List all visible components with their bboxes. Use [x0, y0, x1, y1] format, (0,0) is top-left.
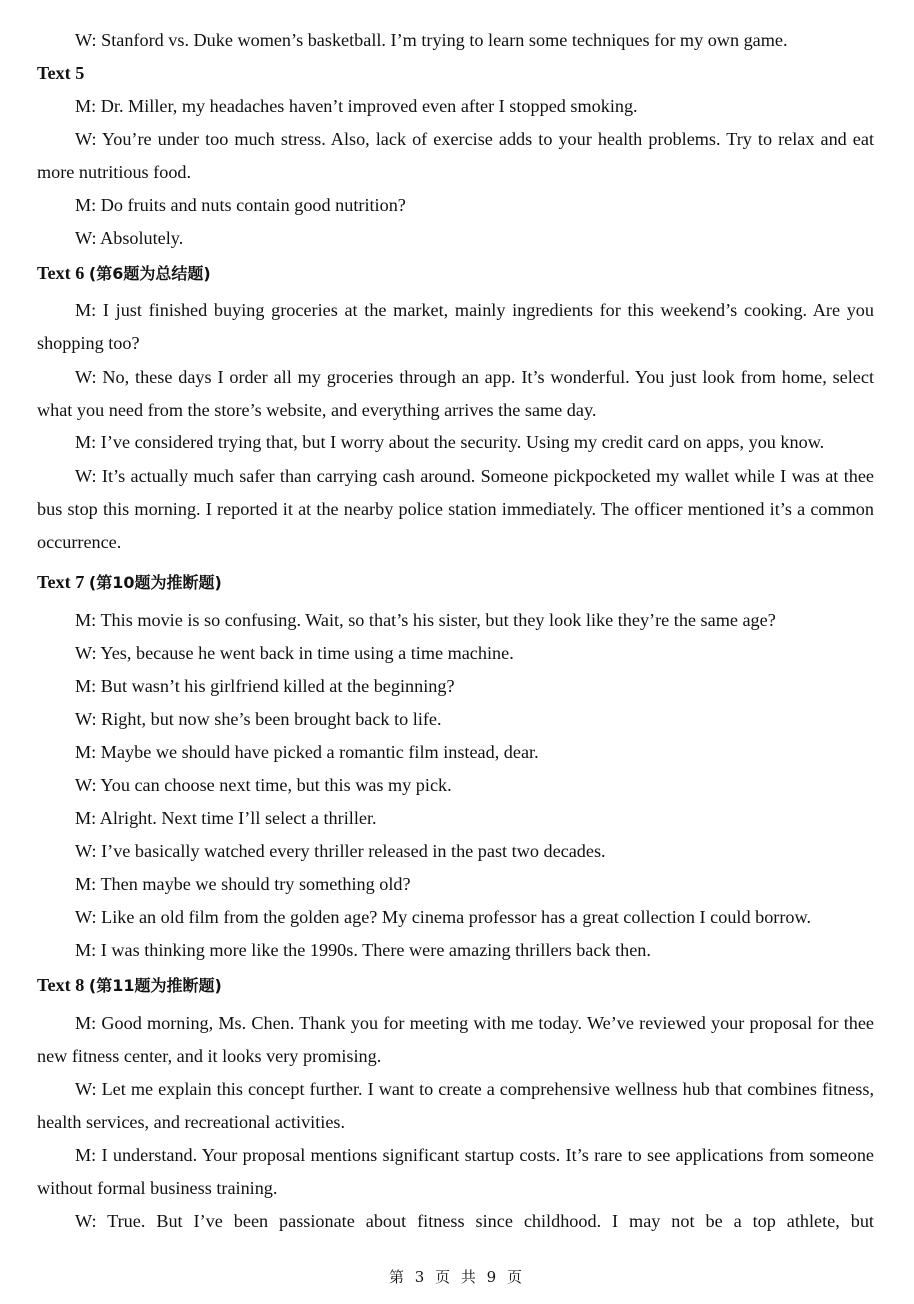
text5-line-2: W: You’re under too much stress. Also, lack of exercise adds to your health problems. Try to relax and eat more nutritious food. — [37, 129, 874, 182]
text7-line-9: M: Then maybe we should try something old? — [75, 874, 411, 894]
text8-heading — [37, 974, 222, 997]
text5-line-4: W: Absolutely. — [75, 228, 184, 248]
text5-line-3: M: Do fruits and nuts contain good nutrition? — [75, 195, 406, 215]
text6-heading-label: Text 6 — [37, 263, 89, 283]
text5-line-1: M: Dr. Miller, my headaches haven’t improved even after I stopped smoking. — [75, 96, 638, 116]
text7-line-1: M: This movie is so confusing. Wait, so that’s his sister, but they look like they’re the same age? — [75, 610, 776, 630]
text7-line-4: W: Right, but now she’s been brought back to life. — [75, 709, 442, 729]
text8-line-2: W: Let me explain this concept further. I want to create a comprehensive wellness hub that combines fitness, health services, and recreational activities. — [37, 1079, 874, 1132]
text8-line-3: M: I understand. Your proposal mentions significant startup costs. It’s rare to see applications from someone without formal business training. — [37, 1145, 874, 1198]
text7-line-3: M: But wasn’t his girlfriend killed at the beginning? — [75, 676, 455, 696]
text7-line-6: W: You can choose next time, but this was my pick. — [75, 775, 452, 795]
text6-line-3: M: I’ve considered trying that, but I worry about the security. Using my credit card on apps, you know. — [75, 432, 825, 452]
text6-line-2: W: No, these days I order all my groceries through an app. It’s wonderful. You just look from home, select what you need from the store’s website, and everything arrives the same day. — [37, 367, 874, 420]
text5-heading: Text 5 — [37, 63, 85, 83]
text7-line-7: M: Alright. Next time I’ll select a thriller. — [75, 808, 377, 828]
text8-heading-label: Text 8 — [37, 975, 89, 995]
text7-heading — [37, 571, 222, 594]
text4-line-1: W: Stanford vs. Duke women’s basketball. I’m trying to learn some techniques for my own game. — [75, 30, 788, 50]
page-number-footer: 第 3 页 共 9 页 — [389, 1268, 525, 1286]
text6-heading-note: (第6题为总结题) — [88, 264, 211, 283]
text8-line-4: W: True. But I’ve been passionate about fitness since childhood. I may not be a top athlete, but — [75, 1211, 874, 1231]
text8-line-1: M: Good morning, Ms. Chen. Thank you for meeting with me today. We’ve reviewed your proposal for thee new fitness center, and it looks very promising. — [37, 1013, 874, 1066]
text6-line-4: W: It’s actually much safer than carrying cash around. Someone pickpocketed my wallet while I was at thee bus stop this morning. I reported it at the nearby police station immediately. The officer mentioned it’s a common occurrence. — [37, 466, 874, 552]
text7-line-11: M: I was thinking more like the 1990s. There were amazing thrillers back then. — [75, 940, 651, 960]
text7-line-10: W: Like an old film from the golden age? My cinema professor has a great collection I could borrow. — [75, 907, 812, 927]
text6-line-1: M: I just finished buying groceries at the market, mainly ingredients for this weekend’s cooking. Are you shopping too? — [37, 300, 874, 353]
text7-line-5: M: Maybe we should have picked a romantic film instead, dear. — [75, 742, 539, 762]
text8-heading-note: (第11题为推断题) — [88, 976, 222, 995]
text7-heading-label: Text 7 — [37, 572, 89, 592]
text7-line-2: W: Yes, because he went back in time using a time machine. — [75, 643, 514, 663]
text6-heading — [37, 262, 211, 285]
text7-line-8: W: I’ve basically watched every thriller released in the past two decades. — [75, 841, 606, 861]
text7-heading-note: (第10题为推断题) — [88, 573, 222, 592]
